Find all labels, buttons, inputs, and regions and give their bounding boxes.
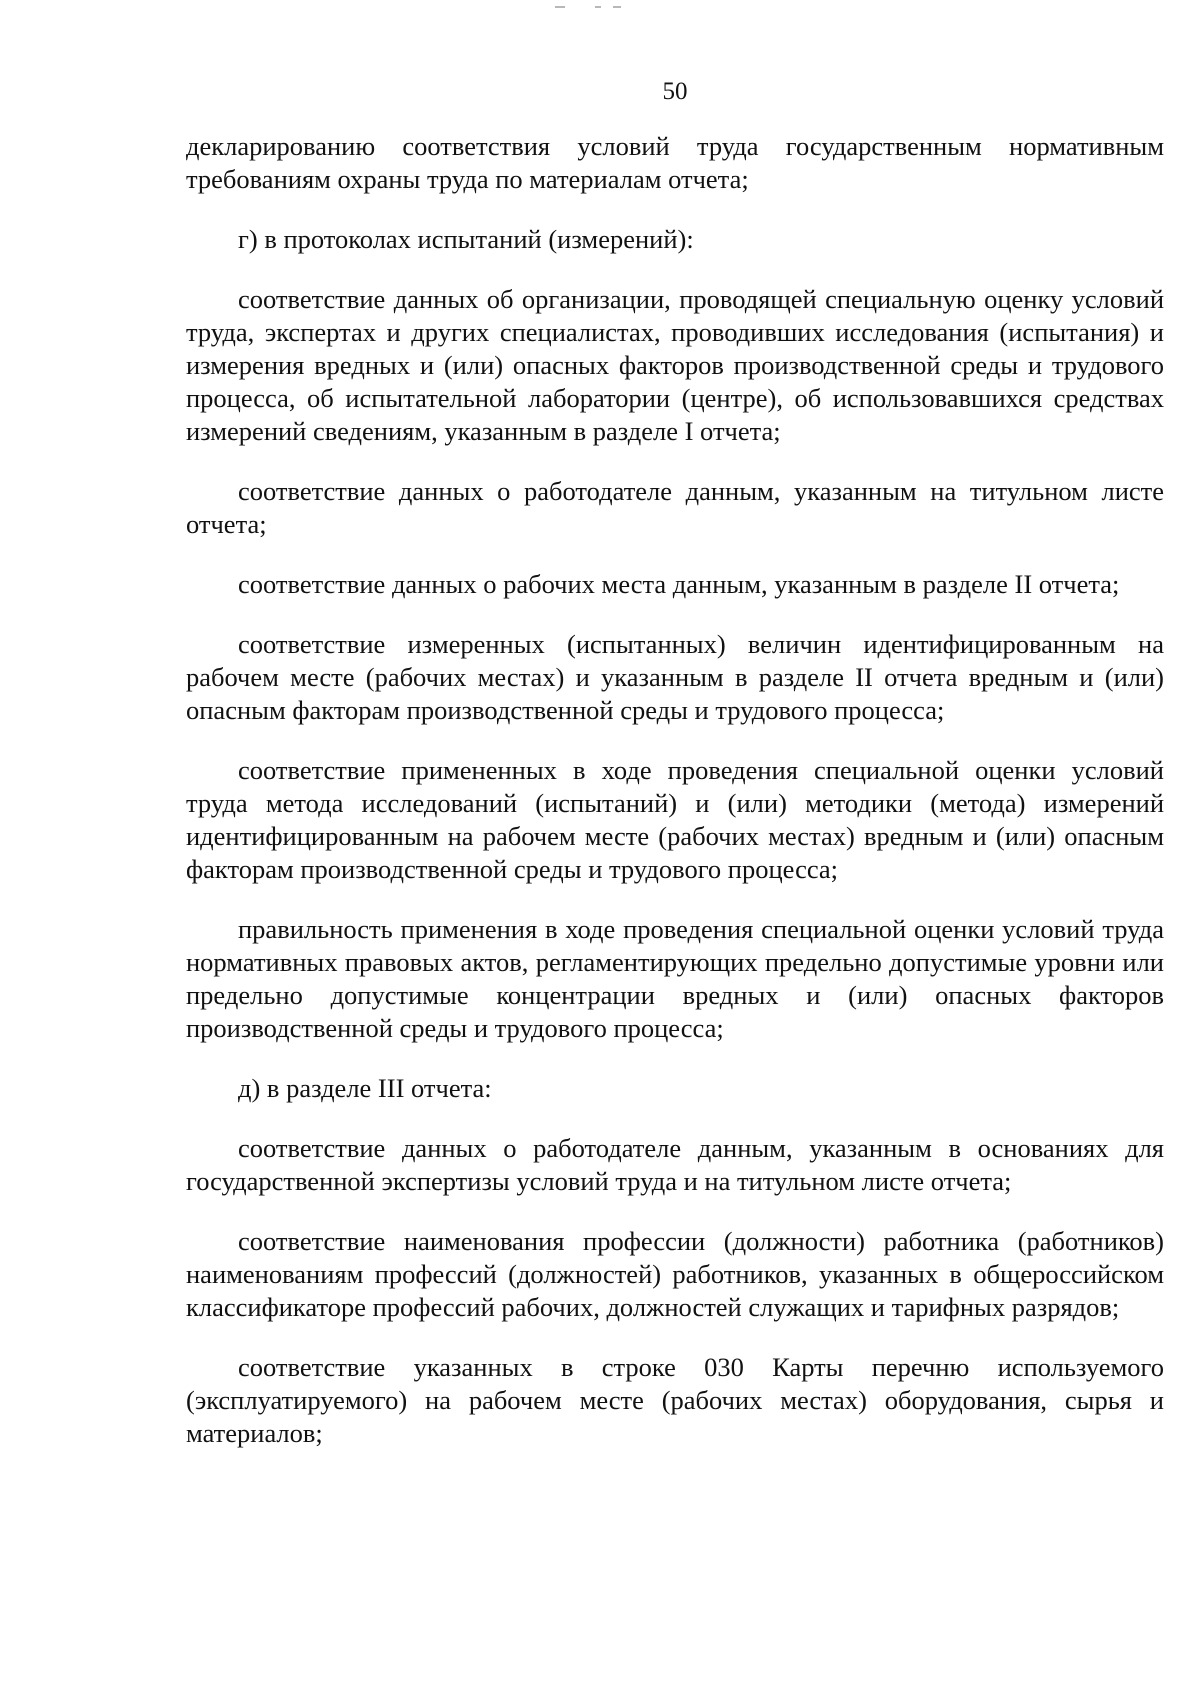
paragraph-employer-title-page: соответствие данных о работодателе данным, указанным на титульном листе отчета;: [186, 476, 1164, 539]
paragraph-regulations: правильность применения в ходе проведения специальной оценки условий труда нормативных правовых актов, регламентирующих предельно допустимые уровни или предельно допустимые концентрации вредных и (или) опасных факторов производственной среды и трудового процесса;: [186, 914, 1164, 1043]
paragraph-employer-expertise: соответствие данных о работодателе данным, указанным в основаниях для государственной экспертизы условий труда и на титульном листе отчета;: [186, 1133, 1164, 1196]
document-body: [186, 130, 1164, 1477]
paragraph-equipment-list: соответствие указанных в строке 030 Карты перечню используемого (эксплуатируемого) на рабочем месте (рабочих местах) оборудования, сырья и материалов;: [186, 1352, 1164, 1448]
page-number: 50: [662, 78, 688, 105]
paragraph-profession-names: соответствие наименования профессии (должности) работника (работников) наименованиям профессий (должностей) работников, указанных в общероссийском классификаторе профессий рабочих, должностей служащих и тарифных разрядов;: [186, 1226, 1164, 1322]
paragraph-continuation: декларированию соответствия условий труда государственным нормативным требованиям охраны труда по материалам отчета;: [186, 131, 1164, 194]
scan-artifact: [555, 6, 675, 10]
paragraph-methods: соответствие примененных в ходе проведения специальной оценки условий труда метода исследований (испытаний) и (или) методики (метода) измерений идентифицированным на рабочем месте (рабочих местах) вредным и (или) опасным факторам производственной среды и трудового процесса;: [186, 755, 1164, 884]
paragraph-workplace-data: соответствие данных о рабочих места данным, указанным в разделе II отчета;: [238, 569, 1120, 599]
paragraph-organization-data: соответствие данных об организации, проводящей специальную оценку условий труда, экспертах и других специалистах, проводивших исследования (испытания) и измерения вредных и (или) опасных факторов производственной среды и трудового процесса, об испытательной лаборатории (центре), об использовавшихся средствах измерений сведениям, указанным в разделе I отчета;: [186, 284, 1164, 446]
paragraph-measured-values: соответствие измеренных (испытанных) величин идентифицированным на рабочем месте (рабочих местах) и указанным в разделе II отчета вредным и (или) опасным факторам производственной среды и трудового процесса;: [186, 629, 1164, 725]
paragraph-subitem-g-heading: г) в протоколах испытаний (измерений):: [238, 224, 694, 254]
paragraph-subitem-d-heading: д) в разделе III отчета:: [238, 1073, 492, 1103]
